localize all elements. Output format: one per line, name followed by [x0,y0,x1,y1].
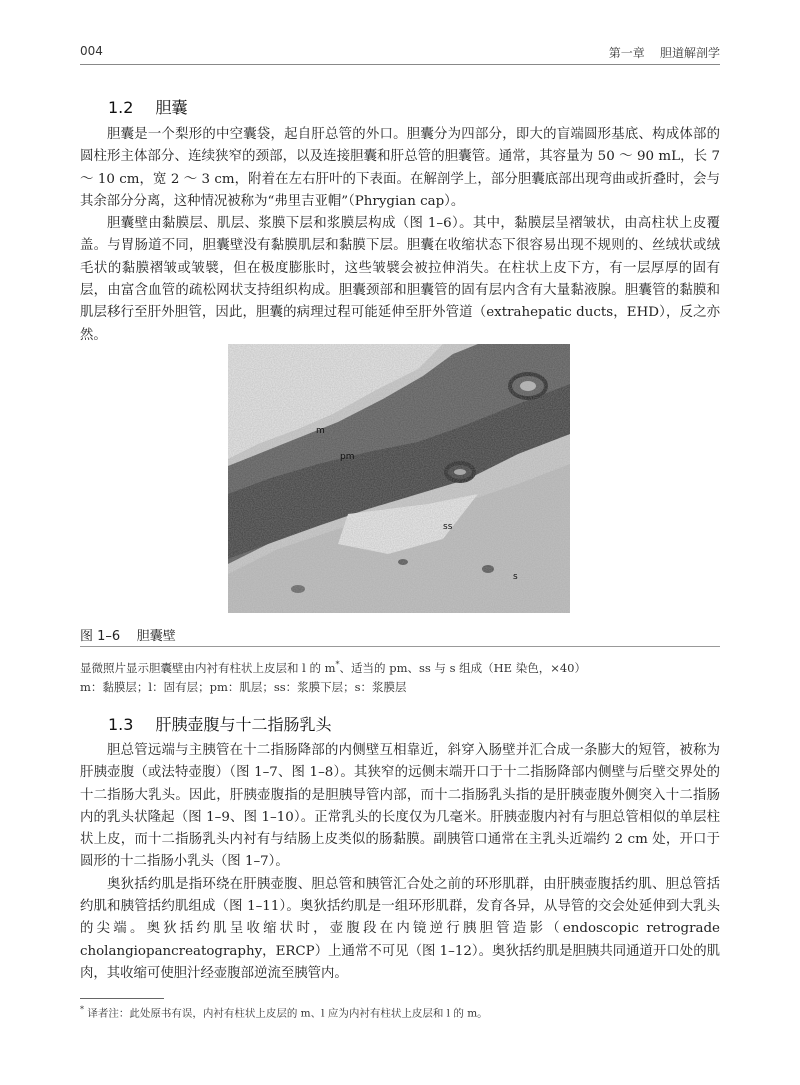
caption-rule [80,646,720,647]
desc-legend: m：黏膜层；l：固有层；pm：肌层；ss：浆膜下层；s：浆膜层 [80,679,407,694]
footnote-marker: * [80,1005,84,1014]
label-m: m [316,426,325,436]
desc-text: 、适当的 pm、ss 与 s 组成（HE 染色，×40） [339,660,586,675]
label-pm: pm [340,452,355,462]
section-1-3-body [80,740,720,985]
header-rule [80,64,720,65]
section-number: 1.3 [108,715,134,734]
label-ss: ss [443,522,453,532]
paragraph: 胆总管远端与主胰管在十二指肠降部的内侧壁互相靠近，斜穿入肠壁并汇合成一条膨大的短管，被称为肝胰壶腹（或法特壶腹）（图 1–7、图 1–8）。其狭窄的远侧末端开口于十二指肠降部内侧壁与后壁交界处的十二指肠大乳头。因此，肝胰壶腹指的是胆胰导管内部，而十二指肠乳头指的是肝胰壶腹外侧突入十二指肠内的乳头状隆起（图 1–9、图 1–10）。正常乳头的长度仅为几毫米。肝胰壶腹内衬有与胆总管相似的单层柱状上皮，而十二指肠乳头内衬有与结肠上皮类似的肠黏膜。副胰管口通常在主乳头近端约 2 cm 处，开口于圆形的十二指肠小乳头（图 1–7）。 [80,743,720,870]
desc-text: 显微照片显示胆囊壁由内衬有柱状上皮层和 l 的 m [80,660,336,675]
footnote-text: 译者注：此处原书有误，内衬有柱状上皮层的 m、l 应为内衬有柱状上皮层和 l 的 m。 [87,1007,488,1020]
page-header [80,42,720,62]
figure-description [80,655,720,697]
section-number: 1.2 [108,98,134,117]
paragraph: 胆囊壁由黏膜层、肌层、浆膜下层和浆膜层构成（图 1–6）。其中，黏膜层呈褶皱状，由高柱状上皮覆盖。与胃肠道不同，胆囊壁没有黏膜肌层和黏膜下层。胆囊在收缩状态下很容易出现不规则的、丝绒状或绒毛状的黏膜褶皱或皱襞，但在极度膨胀时，这些皱襞会被拉伸消失。在柱状上皮下方，有一层厚厚的固有层，由富含血管的疏松网状支持组织构成。胆囊颈部和胆囊管的固有层内含有大量黏液腺。胆囊管的黏膜和肌层移行至肝外胆管，因此，胆囊的病理过程可能延伸至肝外管道（extrahepatic ducts，EHD），反之亦然。 [80,216,720,343]
footnote-marker: * [335,660,340,669]
chapter-title: 第一章 胆道解剖学 [608,46,720,60]
label-s: s [513,572,518,582]
paragraph: 奥狄括约肌是指环绕在肝胰壶腹、胆总管和胰管汇合处之前的环形肌群，由肝胰壶腹括约肌、胆总管括约肌和胰管括约肌组成（图 1–11）。奥狄括约肌是一组环形肌群，发育各异，从导管的交会处延伸到大乳头的尖端。奥狄括约肌呈收缩状时，壶腹段在内镜逆行胰胆管造影（endoscopic retrograde cholangiopancreatography，ERCP）上通常不可见（图 1–12）。奥狄括约肌是胆胰共同通道开口处的肌肉，其收缩可使胆汁经壶腹部逆流至胰管内。 [80,876,720,981]
section-heading-1-3 [108,712,331,735]
micrograph-figure [228,344,570,613]
figure-caption: 图 1–6 胆囊壁 [80,629,176,644]
page-number: 004 [80,44,103,58]
section-heading-1-2 [108,95,187,118]
footnote [80,1005,488,1021]
micrograph-image [228,344,570,613]
section-1-2-body [80,124,720,347]
section-title: 肝胰壶腹与十二指肠乳头 [155,715,332,734]
section-title: 胆囊 [155,98,188,117]
paragraph: 胆囊是一个梨形的中空囊袋，起自肝总管的外口。胆囊分为四部分，即大的盲端圆形基底、构成体部的圆柱形主体部分、连续狭窄的颈部，以及连接胆囊和肝总管的胆囊管。通常，其容量为 50 ～ 90 mL，长 7 ～ 10 cm，宽 2 ～ 3 cm，附着在左右肝叶的下表面。在解剖学上，部分胆囊底部出现弯曲或折叠时，会与其余部分分离，这种情况被称为“弗里吉亚帽”（Phrygian cap）。 [80,127,720,209]
footnote-rule [80,998,164,999]
